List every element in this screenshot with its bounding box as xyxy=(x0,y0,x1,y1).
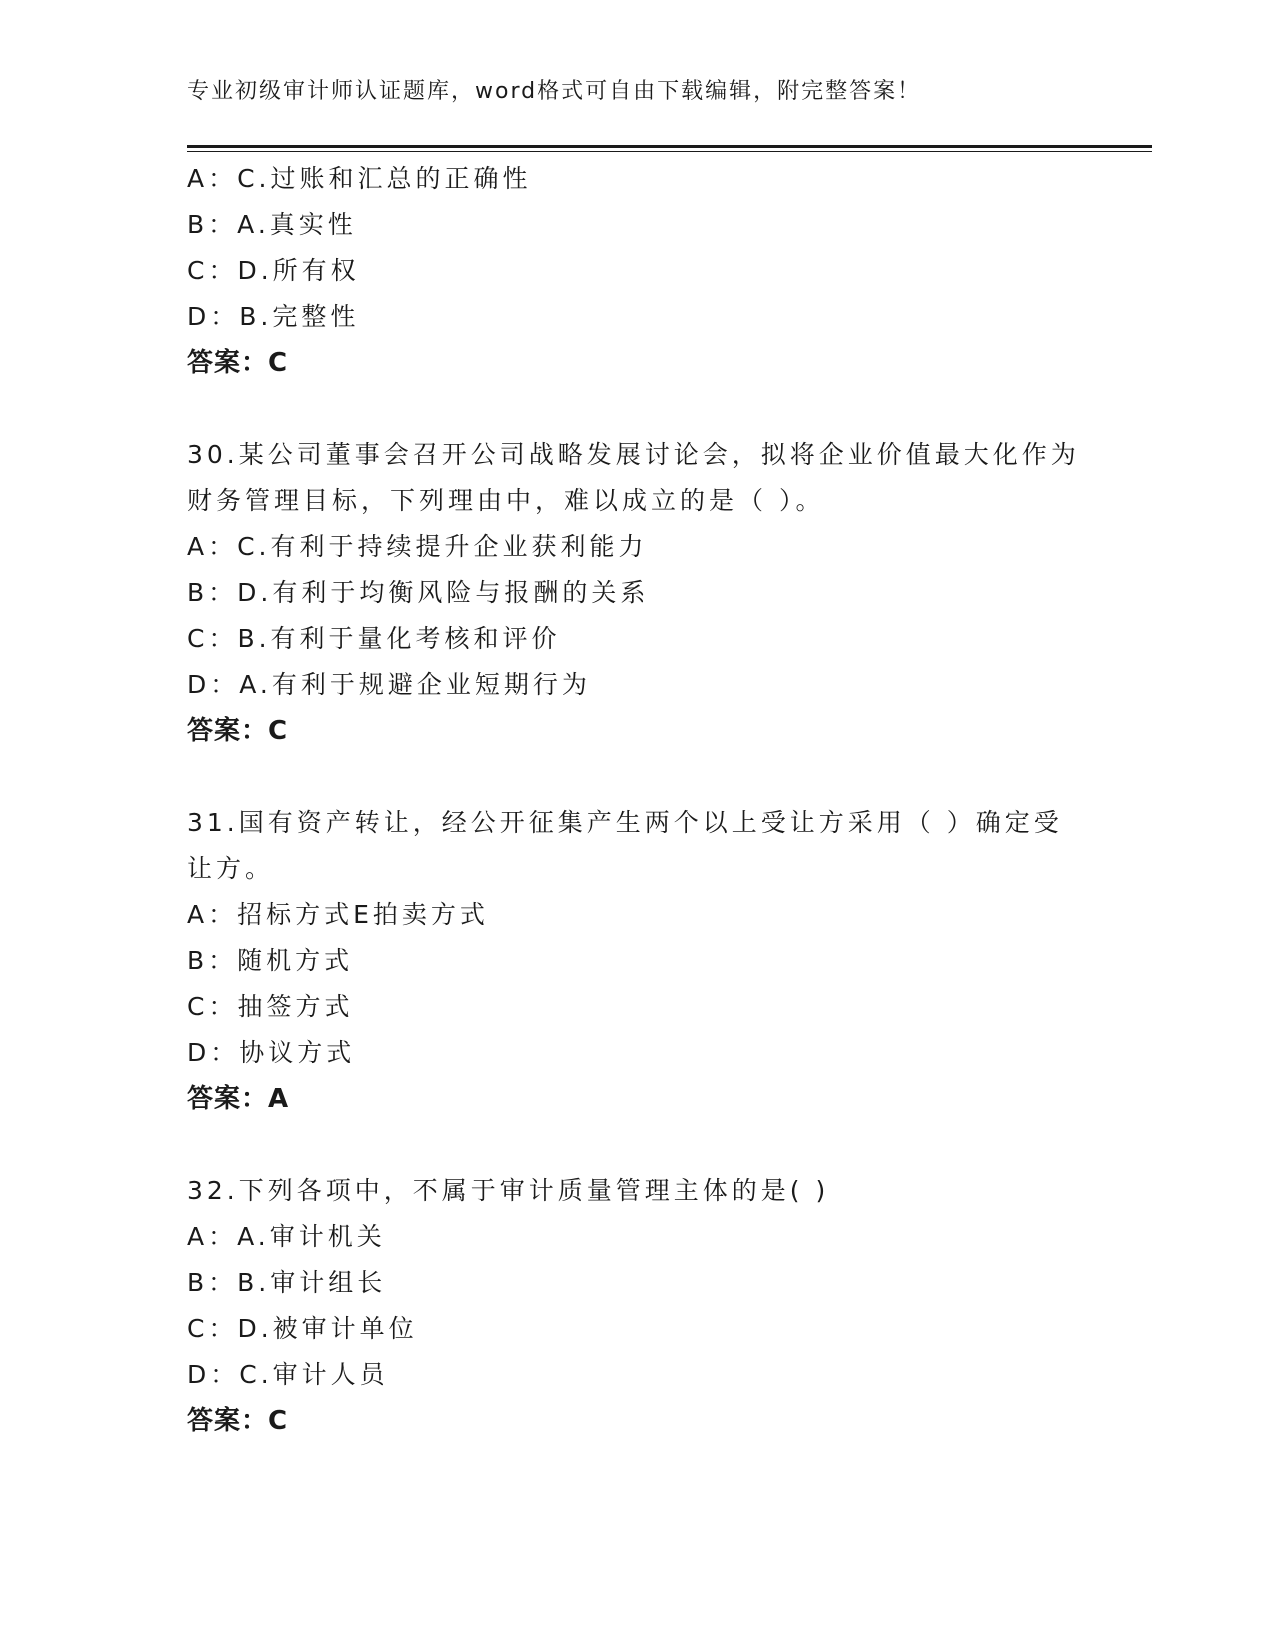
option-c: C：D.所有权 xyxy=(187,256,360,285)
answer-line: 答案：C xyxy=(187,716,289,746)
question-30 xyxy=(187,432,1087,754)
option-a: A：招标方式E拍卖方式 xyxy=(187,900,489,929)
question-stem-line: 财务管理目标，下列理由中，难以成立的是（ ）。 xyxy=(187,486,825,515)
option-a: A：C.有利于持续提升企业获利能力 xyxy=(187,532,648,561)
question-32 xyxy=(187,1168,1087,1444)
question-stem-line: 31.国有资产转让，经公开征集产生两个以上受让方采用（ ）确定受 xyxy=(187,808,1063,837)
option-c: C：D.被审计单位 xyxy=(187,1314,418,1343)
option-d: D：A.有利于规避企业短期行为 xyxy=(187,670,591,699)
spacer xyxy=(187,1122,1087,1168)
option-a: A：C.过账和汇总的正确性 xyxy=(187,164,532,193)
option-c: C：B.有利于量化考核和评价 xyxy=(187,624,561,653)
option-d: D：协议方式 xyxy=(187,1038,356,1067)
question-31 xyxy=(187,800,1087,1122)
answer-line: 答案：A xyxy=(187,1084,290,1114)
spacer xyxy=(187,386,1087,432)
question-stem-line: 32.下列各项中，不属于审计质量管理主体的是( ) xyxy=(187,1176,830,1205)
option-b: B：随机方式 xyxy=(187,946,354,975)
page-header: 专业初级审计师认证题库，word格式可自由下载编辑，附完整答案！ xyxy=(187,79,922,104)
header-rule-thin xyxy=(187,151,1152,152)
document-content xyxy=(187,156,1087,1444)
option-d: D：C.审计人员 xyxy=(187,1360,389,1389)
header-rule-thick xyxy=(187,145,1152,148)
spacer xyxy=(187,754,1087,800)
option-b: B：D.有利于均衡风险与报酬的关系 xyxy=(187,578,650,607)
question-stem-line: 让方。 xyxy=(187,854,275,883)
option-b: B：B.审计组长 xyxy=(187,1268,387,1297)
question-stem-line: 30.某公司董事会召开公司战略发展讨论会，拟将企业价值最大化作为 xyxy=(187,440,1080,469)
option-a: A：A.审计机关 xyxy=(187,1222,386,1251)
option-b: B：A.真实性 xyxy=(187,210,357,239)
answer-line: 答案：C xyxy=(187,1406,289,1436)
carry-over-block xyxy=(187,156,1087,386)
option-d: D：B.完整性 xyxy=(187,302,360,331)
answer-line: 答案：C xyxy=(187,348,289,378)
option-c: C：抽签方式 xyxy=(187,992,354,1021)
